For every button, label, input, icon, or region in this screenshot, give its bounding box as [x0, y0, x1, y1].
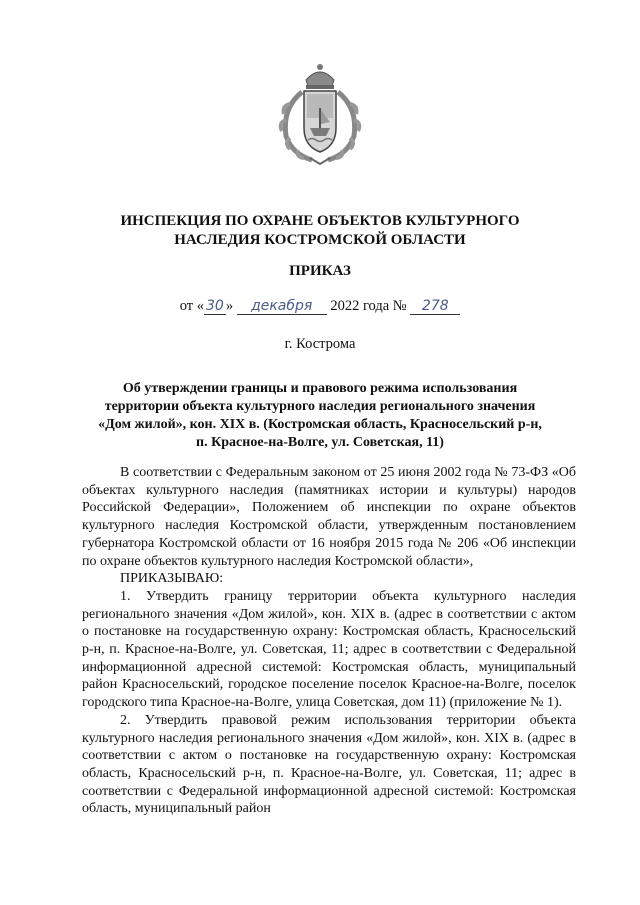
- date-month: декабря: [237, 299, 327, 315]
- date-year: 2022 года №: [330, 298, 407, 314]
- org-line-2: НАСЛЕДИЯ КОСТРОМСКОЙ ОБЛАСТИ: [174, 232, 466, 248]
- order-number: 278: [410, 299, 460, 315]
- date-day: 30: [206, 298, 224, 314]
- order-subject: [80, 380, 560, 452]
- subject-line-1: Об утверждении границы и правового режима использования: [122, 381, 518, 396]
- kostroma-coat-of-arms-icon: [276, 58, 364, 168]
- organization-name: [0, 212, 640, 250]
- item-2-paragraph: 2. Утвердить правовой режим использования территории объекта культурного наследия регионального значения «Дом жилой», кон. XIX в. (адрес в соответствии с актом о постановке на государственную охрану: Костромская область, Красносельский р-н, п. Красное-на-Волге, ул. Советская, 11; адрес в соответствии с Федеральной информационной адресной системой: Костромская область, муниципальный район: [82, 712, 576, 817]
- org-line-1: ИНСПЕКЦИЯ ПО ОХРАНЕ ОБЪЕКТОВ КУЛЬТУРНОГО: [120, 213, 520, 229]
- subject-line-2: территории объекта культурного наследия регионального значения: [104, 399, 536, 414]
- document-type: ПРИКАЗ: [289, 263, 351, 279]
- date-number-line: [0, 298, 640, 315]
- order-body: [82, 464, 576, 818]
- date-prefix: от «: [179, 298, 204, 314]
- subject-line-3: «Дом жилой», кон. XIX в. (Костромская область, Красносельский р-н,: [98, 417, 542, 432]
- city: г. Кострома: [284, 336, 356, 352]
- preamble-paragraph: В соответствии с Федеральным законом от 25 июня 2002 года № 73-ФЗ «Об объектах культурного наследия (памятниках истории и культуры) народов Российской Федерации», Положением об инспекции по охране объектов культурного наследия Костромской области, утвержденным постановлением губернатора Костромской области от 16 ноября 2015 года № 206 «Об инспекции по охране объектов культурного наследия Костромской области»,: [82, 465, 576, 569]
- date-mid: »: [225, 298, 234, 314]
- subject-line-4: п. Красное-на-Волге, ул. Советская, 11): [196, 435, 444, 450]
- decree-word: ПРИКАЗЫВАЮ:: [120, 571, 224, 587]
- item-1-paragraph: 1. Утвердить границу территории объекта культурного наследия регионального значения «Дом жилой», кон. XIX в. (адрес в соответствии с актом о постановке на государственную охрану: Костромская область, Красносельский р-н, п. Красное-на-Волге, ул. Советская, 11; адрес в соответствии с Федеральной информационной адресной системой: Костромская область, муниципальный район Красносельский, городское поселение поселок Красное-на-Волге, поселок городского типа Красное-на-Волге, улица Советская, дом 11) (приложение № 1).: [82, 588, 576, 711]
